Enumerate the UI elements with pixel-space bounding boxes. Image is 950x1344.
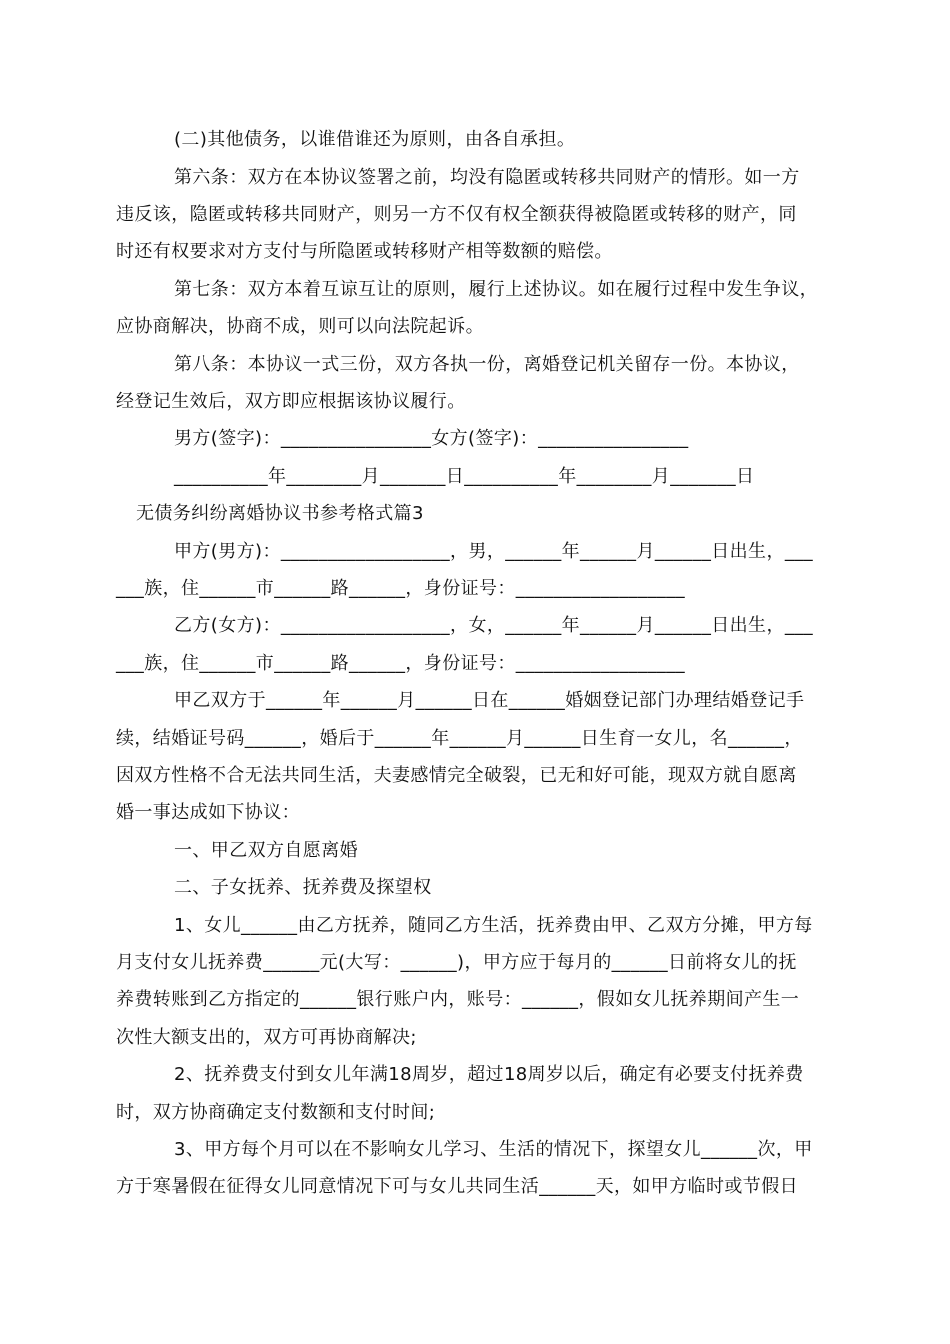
preamble-line-4: 婚一事达成如下协议： — [116, 802, 300, 823]
party-a-line-1: 甲方(男方)：__________________，男，______年______月______日出生，___ — [174, 541, 814, 562]
article-eight-line-1: 第八条：本协议一式三份，双方各执一份，离婚登记机关留存一份。本协议， — [174, 354, 800, 375]
section-heading: 无债务纠纷离婚协议书参考格式篇3 — [136, 503, 424, 524]
custody-item-1-line-2: 月支付女儿抚养费______元(大写：______)，甲方应于每月的______日前将女儿的抚 — [116, 952, 797, 973]
custody-item-1-line-4: 次性大额支出的，双方可再协商解决; — [116, 1027, 417, 1048]
signature-date-line: __________年________月_______日__________年________月_______日 — [174, 466, 755, 487]
article-seven-line-1: 第七条：双方本着互谅互让的原则，履行上述协议。如在履行过程中发生争议， — [174, 279, 818, 300]
clause-two-heading: 二、子女抚养、抚养费及探望权 — [174, 877, 432, 898]
custody-item-2-line-2: 时，双方协商确定支付数额和支付时间; — [116, 1102, 436, 1123]
article-six-line-2: 违反该，隐匿或转移共同财产，则另一方不仅有权全额获得被隐匿或转移的财产，同 — [116, 204, 797, 225]
article-six-line-3: 时还有权要求对方支付与所隐匿或转移财产相等数额的赔偿。 — [116, 241, 613, 262]
preamble-line-2: 续，结婚证号码______，婚后于______年______月______日生育一女儿，名______， — [116, 728, 803, 749]
party-a-line-2: ___族，住______市______路______，身份证号：__________________ — [116, 578, 685, 599]
custody-item-2-line-1: 2、抚养费支付到女儿年满18周岁，超过18周岁以后，确定有必要支付抚养费 — [174, 1064, 804, 1085]
article-seven-line-2: 应协商解决，协商不成，则可以向法院起诉。 — [116, 316, 484, 337]
article-six-line-1: 第六条：双方在本协议签署之前，均没有隐匿或转移共同财产的情形。如一方 — [174, 167, 800, 188]
custody-item-3-line-2: 方于寒暑假在征得女儿同意情况下可与女儿共同生活______天，如甲方临时或节假日 — [116, 1176, 798, 1197]
preamble-line-1: 甲乙双方于______年______月______日在______婚姻登记部门办理结婚登记手 — [174, 690, 805, 711]
custody-item-3-line-1: 3、甲方每个月可以在不影响女儿学习、生活的情况下，探望女儿______次，甲 — [174, 1139, 813, 1160]
preamble-line-3: 因双方性格不合无法共同生活，夫妻感情完全破裂，已无和好可能，现双方就自愿离 — [116, 765, 797, 786]
signature-line: 男方(签字)：________________女方(签字)：________________ — [174, 428, 689, 449]
party-b-line-1: 乙方(女方)：__________________，女，______年______月______日出生，___ — [174, 615, 814, 636]
article-eight-line-2: 经登记生效后，双方即应根据该协议履行。 — [116, 391, 466, 412]
custody-item-1-line-3: 养费转账到乙方指定的______银行账户内，账号：______，假如女儿抚养期间产生一 — [116, 989, 800, 1010]
party-b-line-2: ___族，住______市______路______，身份证号：__________________ — [116, 653, 685, 674]
clause-one-heading: 一、甲乙双方自愿离婚 — [174, 840, 358, 861]
custody-item-1-line-1: 1、女儿______由乙方抚养，随同乙方生活，抚养费由甲、乙双方分摊，甲方每 — [174, 915, 813, 936]
debt-clause-line: (二)其他债务，以谁借谁还为原则，由各自承担。 — [174, 129, 576, 150]
